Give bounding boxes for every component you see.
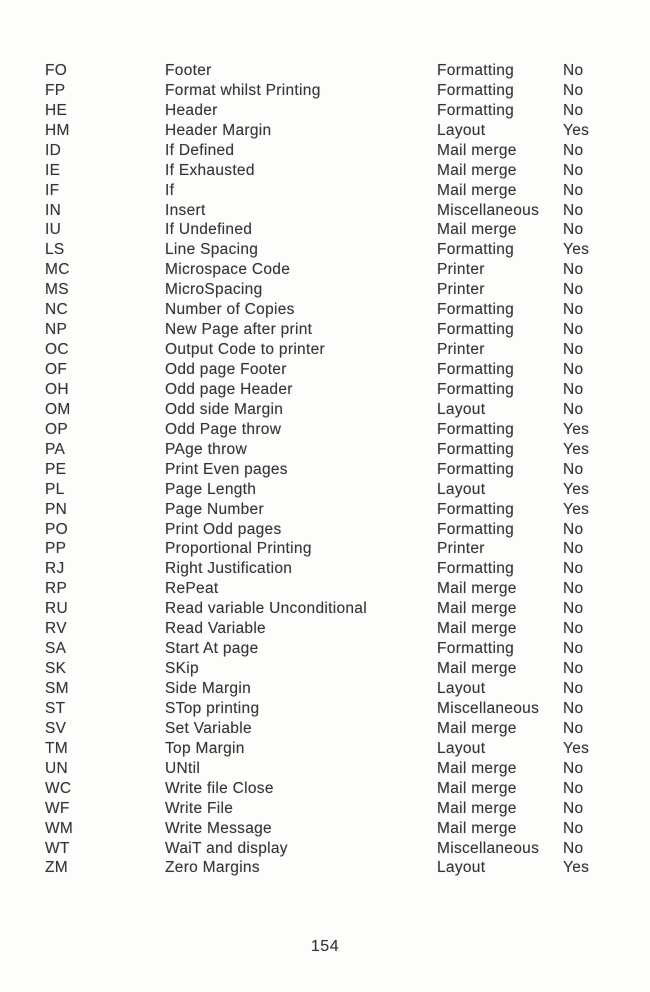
command-code: HM: [45, 121, 70, 139]
table-row: [45, 81, 605, 101]
command-category: Mail merge: [437, 799, 517, 817]
command-category: Formatting: [437, 361, 515, 379]
command-flag: No: [563, 680, 584, 698]
command-description: Read Variable: [165, 620, 266, 638]
command-flag: No: [563, 341, 584, 359]
command-category: Formatting: [437, 440, 515, 458]
table-row: [45, 440, 605, 460]
command-description: Print Even pages: [165, 460, 288, 478]
command-description: Odd side Margin: [165, 400, 284, 418]
table-row: [45, 260, 605, 280]
table-row: [45, 699, 605, 719]
command-description: Read variable Unconditional: [165, 600, 367, 618]
command-flag: No: [563, 759, 584, 777]
command-code: OC: [45, 341, 69, 359]
table-row: [45, 579, 605, 599]
command-code: LS: [45, 241, 65, 259]
command-flag: Yes: [563, 420, 590, 438]
command-category: Formatting: [437, 420, 515, 438]
command-category: Formatting: [437, 81, 515, 99]
table-row: [45, 779, 605, 799]
command-category: Formatting: [437, 101, 515, 119]
command-code: WF: [45, 799, 70, 817]
command-description: RePeat: [165, 580, 219, 598]
command-category: Layout: [437, 400, 486, 418]
command-description: Zero Margins: [165, 859, 260, 877]
command-description: UNtil: [165, 759, 201, 777]
command-category: Formatting: [437, 321, 515, 339]
command-flag: No: [563, 699, 584, 717]
command-category: Formatting: [437, 301, 515, 319]
table-row: [45, 839, 605, 859]
command-category: Formatting: [437, 460, 515, 478]
command-category: Mail merge: [437, 779, 517, 797]
command-flag: No: [563, 400, 584, 418]
command-code: RJ: [45, 560, 65, 578]
command-code: IF: [45, 181, 60, 199]
command-category: Mail merge: [437, 181, 517, 199]
command-description: Write File: [165, 799, 234, 817]
command-flag: No: [563, 560, 584, 578]
command-description: Right Justification: [165, 560, 293, 578]
command-description: If: [165, 181, 175, 199]
command-code: OF: [45, 361, 68, 379]
command-description: Header: [165, 101, 218, 119]
command-code: IU: [45, 221, 62, 239]
command-description: Format whilst Printing: [165, 81, 321, 99]
command-category: Mail merge: [437, 759, 517, 777]
command-description: Set Variable: [165, 719, 252, 737]
command-flag: Yes: [563, 500, 590, 518]
command-flag: No: [563, 660, 584, 678]
command-description: Header Margin: [165, 121, 272, 139]
command-description: Odd page Footer: [165, 361, 287, 379]
command-category: Formatting: [437, 560, 515, 578]
command-category: Mail merge: [437, 221, 517, 239]
command-code: HE: [45, 101, 68, 119]
table-row: [45, 240, 605, 260]
command-code: FP: [45, 81, 66, 99]
command-description: Odd Page throw: [165, 420, 282, 438]
command-code: RP: [45, 580, 68, 598]
command-description: PAge throw: [165, 440, 247, 458]
command-flag: No: [563, 161, 584, 179]
command-category: Mail merge: [437, 819, 517, 837]
command-description: If Exhausted: [165, 161, 255, 179]
command-category: Miscellaneous: [437, 839, 540, 857]
command-code: TM: [45, 739, 68, 757]
table-row: [45, 161, 605, 181]
command-category: Miscellaneous: [437, 201, 540, 219]
command-category: Layout: [437, 121, 486, 139]
table-row: [45, 639, 605, 659]
command-flag: Yes: [563, 241, 590, 259]
command-flag: No: [563, 81, 584, 99]
command-category: Formatting: [437, 520, 515, 538]
command-code: PE: [45, 460, 67, 478]
command-description: Number of Copies: [165, 301, 295, 319]
command-code: WT: [45, 839, 70, 857]
command-flag: No: [563, 261, 584, 279]
command-flag: No: [563, 799, 584, 817]
table-row: [45, 300, 605, 320]
command-category: Mail merge: [437, 580, 517, 598]
command-code: PA: [45, 440, 66, 458]
command-code: SA: [45, 640, 67, 658]
command-category: Layout: [437, 480, 486, 498]
table-row: [45, 679, 605, 699]
command-flag: No: [563, 181, 584, 199]
command-code: ID: [45, 141, 62, 159]
command-category: Mail merge: [437, 719, 517, 737]
command-table: [45, 61, 605, 878]
command-code: FO: [45, 61, 68, 79]
table-row: [45, 799, 605, 819]
command-code: OP: [45, 420, 68, 438]
command-flag: Yes: [563, 440, 590, 458]
command-category: Printer: [437, 341, 485, 359]
command-description: Side Margin: [165, 680, 252, 698]
command-code: MS: [45, 281, 69, 299]
command-description: Proportional Printing: [165, 540, 312, 558]
command-category: Formatting: [437, 640, 515, 658]
table-row: [45, 320, 605, 340]
command-description: Footer: [165, 61, 212, 79]
command-flag: No: [563, 61, 584, 79]
table-row: [45, 500, 605, 520]
command-code: NC: [45, 301, 68, 319]
command-code: PL: [45, 480, 65, 498]
command-code: IE: [45, 161, 61, 179]
command-code: RU: [45, 600, 68, 618]
table-row: [45, 201, 605, 221]
table-row: [45, 859, 605, 879]
command-code: WC: [45, 779, 72, 797]
table-row: [45, 360, 605, 380]
command-flag: No: [563, 540, 584, 558]
command-flag: No: [563, 520, 584, 538]
command-category: Layout: [437, 739, 486, 757]
command-flag: No: [563, 640, 584, 658]
command-description: Write file Close: [165, 779, 274, 797]
table-row: [45, 759, 605, 779]
command-code: RV: [45, 620, 67, 638]
command-code: WM: [45, 819, 74, 837]
command-flag: No: [563, 719, 584, 737]
table-row: [45, 520, 605, 540]
command-category: Formatting: [437, 500, 515, 518]
command-code: SV: [45, 719, 67, 737]
command-description: Page Length: [165, 480, 257, 498]
command-category: Layout: [437, 859, 486, 877]
command-code: UN: [45, 759, 68, 777]
command-flag: No: [563, 819, 584, 837]
table-row: [45, 400, 605, 420]
command-description: New Page after print: [165, 321, 313, 339]
command-description: Print Odd pages: [165, 520, 282, 538]
command-category: Mail merge: [437, 620, 517, 638]
command-description: Start At page: [165, 640, 259, 658]
table-row: [45, 61, 605, 81]
command-category: Printer: [437, 281, 485, 299]
command-description: SKip: [165, 660, 199, 678]
command-description: Write Message: [165, 819, 272, 837]
command-category: Mail merge: [437, 161, 517, 179]
command-flag: Yes: [563, 480, 590, 498]
command-flag: No: [563, 221, 584, 239]
table-row: [45, 141, 605, 161]
command-category: Printer: [437, 540, 485, 558]
table-row: [45, 599, 605, 619]
command-category: Miscellaneous: [437, 699, 540, 717]
table-row: [45, 540, 605, 560]
command-description: If Defined: [165, 141, 235, 159]
command-description: Output Code to printer: [165, 341, 325, 359]
table-row: [45, 181, 605, 201]
table-row: [45, 819, 605, 839]
command-description: Page Number: [165, 500, 264, 518]
command-code: PO: [45, 520, 68, 538]
command-code: SM: [45, 680, 69, 698]
command-category: Mail merge: [437, 141, 517, 159]
page-number: 154: [310, 938, 340, 955]
command-code: PN: [45, 500, 68, 518]
table-row: [45, 121, 605, 141]
command-flag: No: [563, 600, 584, 618]
table-row: [45, 739, 605, 759]
command-code: PP: [45, 540, 67, 558]
table-row: [45, 280, 605, 300]
table-row: [45, 221, 605, 241]
table-row: [45, 101, 605, 121]
command-flag: No: [563, 281, 584, 299]
command-code: OH: [45, 380, 69, 398]
command-flag: No: [563, 101, 584, 119]
command-code: NP: [45, 321, 68, 339]
command-flag: Yes: [563, 739, 590, 757]
table-row: [45, 380, 605, 400]
command-description: Insert: [165, 201, 206, 219]
command-flag: No: [563, 380, 584, 398]
command-description: STop printing: [165, 699, 260, 717]
command-description: Top Margin: [165, 739, 245, 757]
table-row: [45, 460, 605, 480]
command-flag: No: [563, 201, 584, 219]
command-description: Microspace Code: [165, 261, 291, 279]
table-row: [45, 619, 605, 639]
command-code: IN: [45, 201, 62, 219]
command-flag: Yes: [563, 121, 590, 139]
command-category: Mail merge: [437, 600, 517, 618]
table-row: [45, 340, 605, 360]
table-row: [45, 420, 605, 440]
command-flag: No: [563, 779, 584, 797]
command-code: ZM: [45, 859, 68, 877]
command-flag: No: [563, 580, 584, 598]
command-category: Formatting: [437, 241, 515, 259]
command-category: Formatting: [437, 380, 515, 398]
command-flag: No: [563, 460, 584, 478]
command-flag: No: [563, 141, 584, 159]
command-code: MC: [45, 261, 70, 279]
command-category: Layout: [437, 680, 486, 698]
command-flag: No: [563, 620, 584, 638]
table-row: [45, 480, 605, 500]
command-flag: No: [563, 361, 584, 379]
command-code: OM: [45, 400, 71, 418]
command-description: Odd page Header: [165, 380, 293, 398]
table-row: [45, 659, 605, 679]
command-flag: No: [563, 301, 584, 319]
command-description: Line Spacing: [165, 241, 259, 259]
command-code: SK: [45, 660, 67, 678]
command-category: Formatting: [437, 61, 515, 79]
command-flag: No: [563, 321, 584, 339]
command-category: Mail merge: [437, 660, 517, 678]
command-description: If Undefined: [165, 221, 253, 239]
table-row: [45, 719, 605, 739]
command-description: MicroSpacing: [165, 281, 263, 299]
command-flag: No: [563, 839, 584, 857]
command-description: WaiT and display: [165, 839, 288, 857]
table-row: [45, 559, 605, 579]
command-category: Printer: [437, 261, 485, 279]
command-code: ST: [45, 699, 66, 717]
command-flag: Yes: [563, 859, 590, 877]
